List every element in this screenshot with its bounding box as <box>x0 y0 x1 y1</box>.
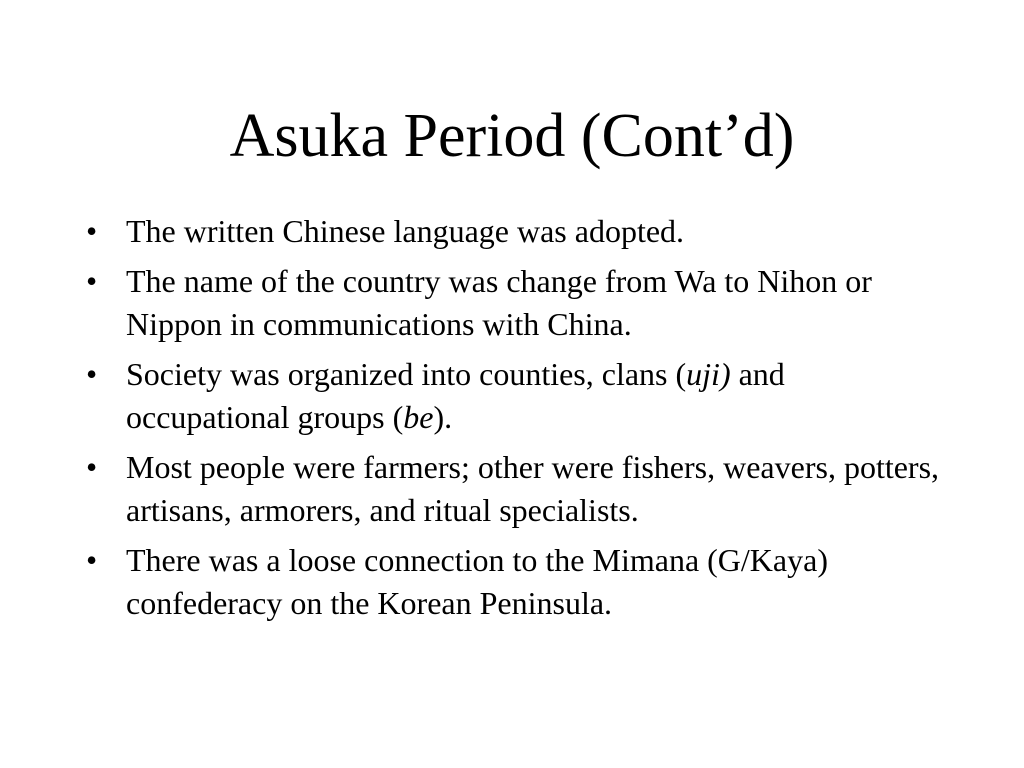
bullet-text-italic: be <box>403 399 434 435</box>
bullet-text <box>126 260 942 346</box>
bullet-text-part: There was a loose connection to the Mimana (G/Kaya) confederacy on the Korean Peninsula. <box>126 542 828 621</box>
bullet-text-part: ). <box>433 399 453 435</box>
bullet-item <box>82 260 942 346</box>
bullet-marker: • <box>86 542 98 578</box>
bullet-item <box>82 446 942 532</box>
bullet-marker: • <box>86 449 98 485</box>
bullet-item <box>82 210 942 253</box>
bullet-marker: • <box>86 263 98 299</box>
bullet-item <box>82 353 942 439</box>
bullet-text <box>126 353 942 439</box>
bullet-text-part: Society was organized into counties, clans ( <box>126 356 687 392</box>
bullet-text-italic: uji) <box>686 356 731 392</box>
bullet-text-part: The written Chinese language was adopted. <box>126 213 685 249</box>
slide-title: Asuka Period (Cont’d) <box>229 102 795 170</box>
bullet-marker: • <box>86 356 98 392</box>
bullet-text <box>126 446 942 532</box>
bullet-list <box>82 210 942 632</box>
bullet-text-part: and occupational groups ( <box>126 356 785 435</box>
bullet-text-part: The name of the country was change from Wa to Nihon or Nippon in communications with China. <box>126 263 872 342</box>
bullet-text-part: Most people were farmers; other were fishers, weavers, potters, artisans, armorers, and ritual specialists. <box>126 449 940 528</box>
bullet-marker: • <box>86 213 98 249</box>
bullet-text <box>126 210 942 253</box>
bullet-item <box>82 539 942 625</box>
bullet-text <box>126 539 942 625</box>
